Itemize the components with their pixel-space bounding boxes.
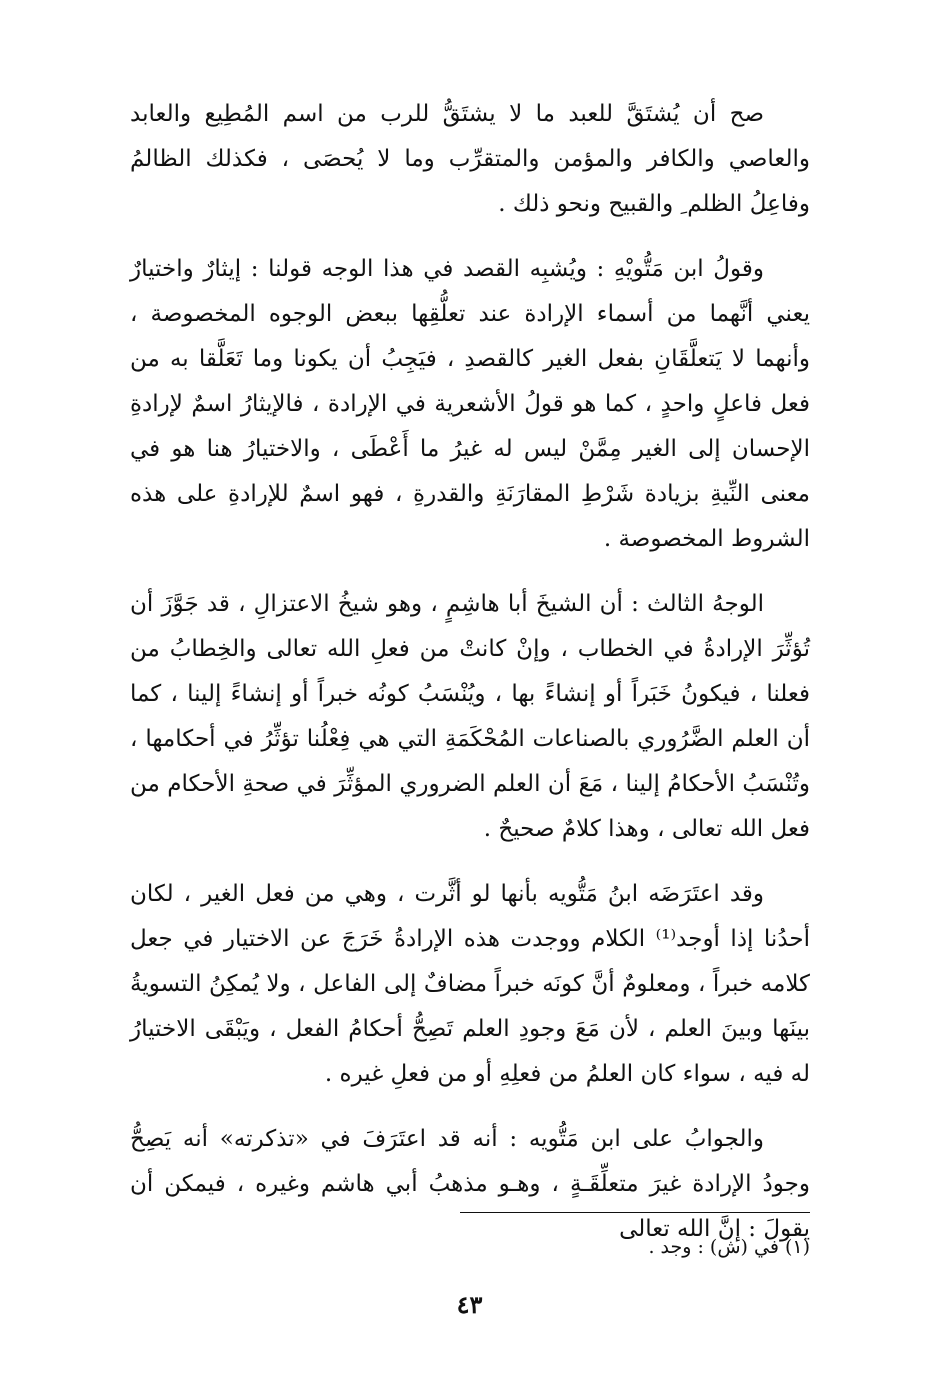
paragraph-1: صح أن يُشتَقَّ للعبد ما لا يشتَقُّ للرب من اسم المُطِيع والعابد والعاصي والكافر والمؤمن والمتقرِّب وما لا يُحصَى ، فكذلك الظالمُ وفاعِلُ الظلم ِ والقبيح ونحو ذلك .: [130, 101, 810, 217]
paragraph-2: وقولُ ابن مَتُّويْهِ : ويُشبِه القصد في هذا الوجه قولنا : إيثارٌ واختيارٌ يعني أنَّهما من أسماء الإرادة عند تعلُّقِها ببعض الوجوه المخصوصة ، وأنهما لا يَتعلَّقَانِ بفعل الغير كالقصدِ ، فيَجِبُ أن يكونا وما تَعَلَّقا به من فعل فاعلٍ واحدٍ ، كما هو قولُ الأشعرية في الإرادة ، فالإيثارُ اسمٌ لإرادةِ الإحسان إلى الغير مِمَّنْ ليس له غيرُ ما أَعْطَى ، والاختيارُ هنا هو في معنى النِّيةِ بزيادة شَرْطِ المقارَنَةِ والقدرةِ ، فهو اسمٌ للإرادةِ على هذه الشروط المخصوصة .: [130, 256, 811, 552]
paragraph-3: الوجهُ الثالث : أن الشيخَ أبا هاشِمٍ ، وهو شيخُ الاعتزالِ ، قد جَوَّزَ أن تُؤثِّرَ الإرادةُ في الخطاب ، وإنْ كانتْ من فعلِ الله تعالى والخِطابُ من فعلنا ، فيكونُ خَبَراً أو إنشاءً بها ، ويُنْسَبُ كونُه خبراً أو إنشاءً إلينا ، كما أن العلم الضَّرُوري بالصناعات المُحْكَمَةِ التي هي فِعْلُنا تؤثِّرُ في أحكامها ، وتُنْسَبُ الأحكامُ إلينا ، مَعَ أن العلم الضروري المؤثِّرَ في صحةِ الأحكام من فعل الله تعالى ، وهذا كلامٌ صحيحٌ .: [130, 591, 810, 842]
footnote: (١) في (ش) : وجد .: [648, 1236, 810, 1258]
body-text: [130, 92, 810, 1252]
footnote-divider: [460, 1212, 810, 1213]
paragraph-4: وقد اعتَرَضَه ابنُ مَتُّويه بأنها لو أثَّرت ، وهي من فعل الغير ، لكان أحدُنا إذا أوجد⁽¹⁾ الكلام ووجدت هذه الإرادةُ خَرَجَ عن الاختيار في جعل كلامه خبراً ، ومعلومٌ أنَّ كونَه خبراً مضافٌ إلى الفاعل ، ولا يُمكِنُ التسويةُ بينَها وبينَ العلم ، لأن مَعَ وجودِ العلم تَصِحُّ أحكامُ الفعل ، ويَبْقَى الاختيارُ له فيه ، سواء كان العلمُ من فعلِهِ أو من فعلِ غيره .: [130, 881, 811, 1087]
paragraph-5: والجوابُ على ابن مَتُّويه : أنه قد اعتَرَفَ في «تذكرته» أنه يَصِحُّ وجودُ الإرادة غيرَ متعلِّقَـةٍ ، وهـو مذهبُ أبي هاشم وغيره ، فيمكن أن يقولَ : إنَّ الله تعالى: [130, 1126, 810, 1242]
page-number: ٤٣: [456, 1290, 483, 1319]
